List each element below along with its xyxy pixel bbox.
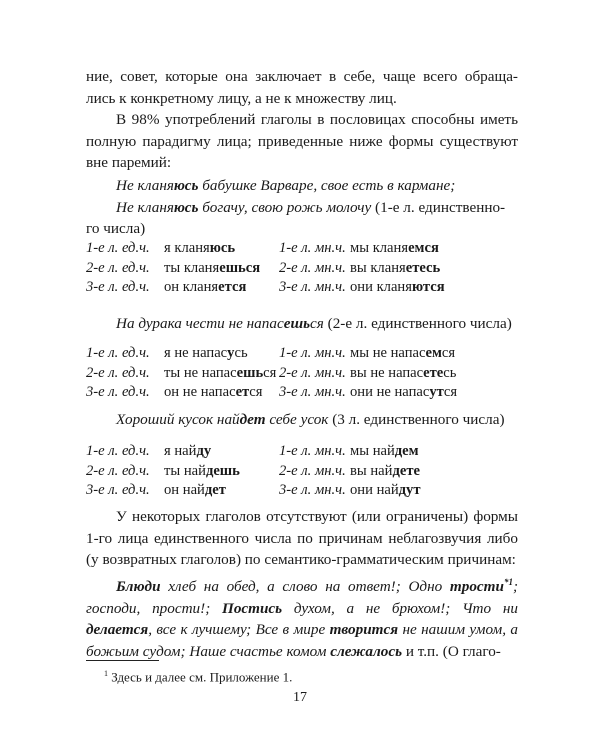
singular-form-part: он най [164,482,205,498]
para1-line2: лись к конкретному лицу, а не к множеству лиц. [86,89,397,107]
ex3-bold: дет [239,411,266,428]
ex3-note: (3 л. единственного числа) [328,411,505,428]
plural-form-part: емся [408,240,439,256]
para1-line1: ние, совет, которые она заключает в себе, чаще всего обраща- [86,68,518,85]
person-plural-label [279,383,346,403]
person-singular-label-part: 3-е л. ед.ч. [86,384,150,400]
conjugation-row [86,442,526,462]
singular-form [164,278,246,298]
ex1-l2-pre: Не кланя [116,198,174,216]
person-plural-label-part: 1-е л. мн.ч. [279,240,346,256]
person-plural-label-part: 2-е л. мн.ч. [279,462,346,479]
ex1-l1-pre: Не кланя [116,177,174,194]
singular-form [164,383,262,403]
person-plural-label [279,481,346,501]
singular-form [164,259,260,279]
ex1-l2-post: богачу, свою рожь молочу [198,198,372,216]
plural-form [350,278,445,298]
ex4-t5: не нашим умом, а божьим судом; Наше счастье комом [86,621,518,660]
conjugation-table-2 [86,344,526,403]
singular-form-part: сь [234,345,248,361]
person-singular-label [86,239,150,259]
example-3 [86,409,518,431]
person-singular-label [86,481,150,501]
plural-form-part: ся [443,384,458,400]
conjugation-row [86,239,526,259]
person-singular-label-part: 1-е л. ед.ч. [86,240,150,256]
conjugation-row [86,383,526,403]
singular-form-part: ты най [164,462,206,479]
paragraph-defective [86,506,518,571]
plural-form-part: ете [423,364,444,381]
plural-form-part: вы кланя [350,259,406,276]
singular-form [164,364,276,384]
singular-form-part: ся [249,384,263,400]
plural-form-part: сь [443,364,457,381]
page-number: 17 [293,690,307,705]
plural-form [350,383,457,403]
plural-form-part: ся [441,345,456,361]
conjugation-row [86,364,526,384]
person-plural-label-part: 3-е л. мн.ч. [279,482,346,498]
ex4-w3: Постись [222,599,283,617]
person-singular-label [86,344,150,364]
footnote-mark: 1 [104,669,108,678]
plural-form-part: дем [394,443,419,459]
example-2 [86,313,518,335]
ex2-pre: На дурака чести не напас [116,315,284,332]
conjugation-row [86,259,526,279]
conjugation-table-1 [86,239,526,298]
ex2-note: (2-е л. единственного числа) [323,315,512,332]
singular-form-part: ду [196,443,212,459]
singular-form-part: ется [218,279,247,295]
plural-form-part: они най [350,482,399,498]
ex4-t2: ; господи, прости!; [86,578,518,617]
person-plural-label [279,344,346,364]
ex4-t6: и т.п. (О глаго- [402,642,501,660]
singular-form-part: ся [263,364,277,381]
plural-form-part: етесь [405,259,441,276]
person-plural-label-part: 2-е л. мн.ч. [279,364,346,381]
person-singular-label [86,364,150,384]
conjugation-table-3 [86,442,526,501]
plural-form-part: вы най [350,462,393,479]
person-plural-label-part: 1-е л. мн.ч. [279,345,346,361]
singular-form-part: я не напас [164,345,228,361]
ex2-post: ся [310,315,324,332]
singular-form [164,442,211,462]
ex3-post: себе усок [265,411,329,428]
plural-form-part: дут [398,482,421,498]
singular-form-part: ты кланя [164,259,220,276]
person-singular-label-part: 2-е л. ед.ч. [86,462,150,479]
person-plural-label-part: 3-е л. мн.ч. [279,384,346,400]
singular-form-part: я най [164,443,197,459]
person-singular-label-part: 3-е л. ед.ч. [86,279,150,295]
singular-form-part: юсь [209,240,236,256]
ex3-pre: Хороший кусок най [116,411,240,428]
person-singular-label-part: 1-е л. ед.ч. [86,345,150,361]
ex1-l2-bold: юсь [173,198,199,216]
singular-form-part: я кланя [164,240,210,256]
person-plural-label [279,442,346,462]
person-plural-label [279,259,346,279]
person-plural-label-part: 2-е л. мн.ч. [279,259,346,276]
para2-text: В 98% употреблений глаголы в пословицах способны иметь полную парадигму лица; приведенные ниже формы существуют вне паремий: [86,111,518,171]
ex4-t4: , все к лучшему; Все в мире [148,621,330,639]
plural-form-part: вы не напас [350,364,424,381]
ex4-w4: делается [86,621,149,639]
plural-form [350,259,440,279]
singular-form-part: ешься [219,259,261,276]
person-singular-label-part: 1-е л. ед.ч. [86,443,150,459]
footnote-marker[interactable]: *1 [503,577,513,587]
person-plural-label [279,239,346,259]
footnote-divider [86,660,159,661]
singular-form-part: он не напас [164,384,236,400]
singular-form-part: ешь [236,364,264,381]
person-plural-label-part: 3-е л. мн.ч. [279,279,346,295]
ex1-l2-note: (1-е л. единственно- [371,198,506,216]
person-plural-label-part: 1-е л. мн.ч. [279,443,346,459]
plural-form [350,344,455,364]
example-1 [86,175,518,240]
plural-form-part: ут [429,384,444,400]
paragraph-continuation [86,66,518,109]
person-singular-label [86,259,150,279]
singular-form-part: ты не напас [164,364,237,381]
singular-form-part: ет [235,384,250,400]
person-singular-label [86,278,150,298]
conjugation-row [86,344,526,364]
plural-form-part: дете [392,462,420,479]
ex2-bold: ешь [283,315,311,332]
paragraph-examples [86,572,518,662]
plural-form [350,481,421,501]
conjugation-row [86,278,526,298]
plural-form-part: мы най [350,443,395,459]
plural-form-part: ем [425,345,442,361]
person-singular-label [86,462,150,482]
person-singular-label-part: 2-е л. ед.ч. [86,259,150,276]
plural-form [350,442,419,462]
person-singular-label [86,383,150,403]
ex4-w6: слежалось [330,642,403,660]
plural-form-part: мы не напас [350,345,426,361]
person-singular-label-part: 2-е л. ед.ч. [86,364,150,381]
ex4-w2: трости [449,578,504,596]
ex4-t3: духом, а не брюхом!; Что ни [282,599,518,617]
person-plural-label [279,462,346,482]
paragraph-intro [86,109,518,174]
singular-form [164,462,240,482]
ex4-t1: хлеб на обед, а слово на ответ!; Одно [160,578,450,596]
conjugation-row [86,481,526,501]
plural-form [350,239,439,259]
plural-form-part: мы кланя [350,240,409,256]
singular-form [164,239,235,259]
plural-form [350,462,420,482]
singular-form [164,481,226,501]
ex4-w5: творится [329,621,399,639]
plural-form [350,364,456,384]
person-singular-label [86,442,150,462]
person-plural-label [279,278,346,298]
singular-form [164,344,248,364]
person-plural-label [279,364,346,384]
ex1-l1-bold: юсь [173,177,199,194]
para3-text: У некоторых глаголов отсутствуют (или ограничены) формы 1-го лица единственного числа по причинам неблагозвучия либо (у возвратных глаголов) по семантико-грамматическим причинам: [86,508,518,568]
ex4-w1: Блюди [116,578,161,596]
footnote-text: Здесь и далее см. Приложение 1. [108,669,293,685]
ex1-l1-post: бабушке Варваре, свое есть в кармане; [198,177,456,194]
ex1-l3: го числа) [86,220,146,237]
plural-form-part: ются [411,279,445,295]
footnote [104,666,524,685]
singular-form-part: он кланя [164,279,219,295]
singular-form-part: у [227,345,235,361]
person-singular-label-part: 3-е л. ед.ч. [86,482,150,498]
plural-form-part: они не напас [350,384,430,400]
singular-form-part: дешь [205,462,240,479]
singular-form-part: дет [204,482,226,498]
plural-form-part: они кланя [350,279,412,295]
conjugation-row [86,462,526,482]
